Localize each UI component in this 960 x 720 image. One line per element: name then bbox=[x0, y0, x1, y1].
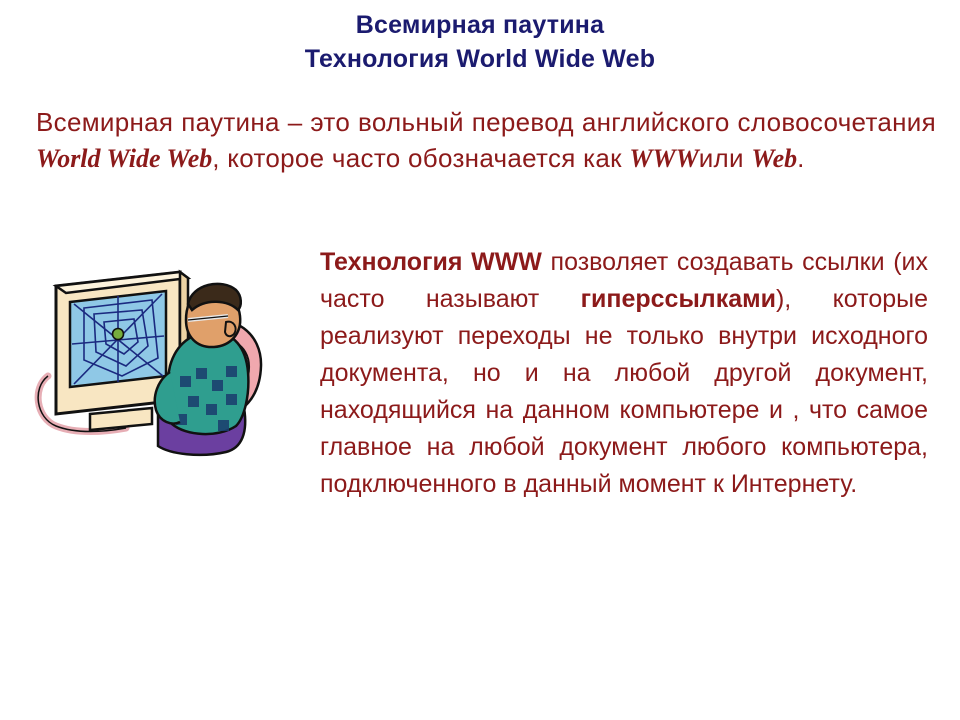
intro-text-part-2: , которое часто обозначается как bbox=[212, 143, 630, 173]
intro-text-part-1: Всемирная паутина – это вольный перевод английского словосочетания bbox=[36, 107, 936, 137]
body-text-part-2: ), которые реализуют переходы не только внутри исходного документа, но и на любой другой документ, находящийся на данном компьютере и , что самое главное на любой документ любого компьютера, подключенного в данный момент к Интернету. bbox=[320, 285, 928, 498]
intro-text-part-4: . bbox=[797, 143, 805, 173]
title-line-1: Всемирная паутина bbox=[355, 11, 605, 39]
body-lead-word: Технология bbox=[320, 248, 463, 276]
intro-emphasis-world-wide-web: World Wide Web bbox=[36, 144, 213, 173]
body-text-part-1: позволяет создавать ссылки (их часто называют bbox=[320, 248, 929, 313]
body-paragraph bbox=[320, 244, 928, 503]
intro-emphasis-web: Web bbox=[751, 144, 798, 173]
title-line-2: Технология World Wide Web bbox=[304, 45, 656, 73]
body-acronym-www: WWW bbox=[471, 248, 542, 276]
person-at-computer-with-web-illustration bbox=[30, 248, 306, 468]
body-bold-hyperlinks: гиперссылками bbox=[580, 285, 776, 313]
intro-paragraph bbox=[36, 104, 936, 177]
page-title bbox=[0, 8, 960, 76]
intro-emphasis-www: WWW bbox=[629, 144, 699, 173]
intro-text-part-3: или bbox=[698, 143, 752, 173]
